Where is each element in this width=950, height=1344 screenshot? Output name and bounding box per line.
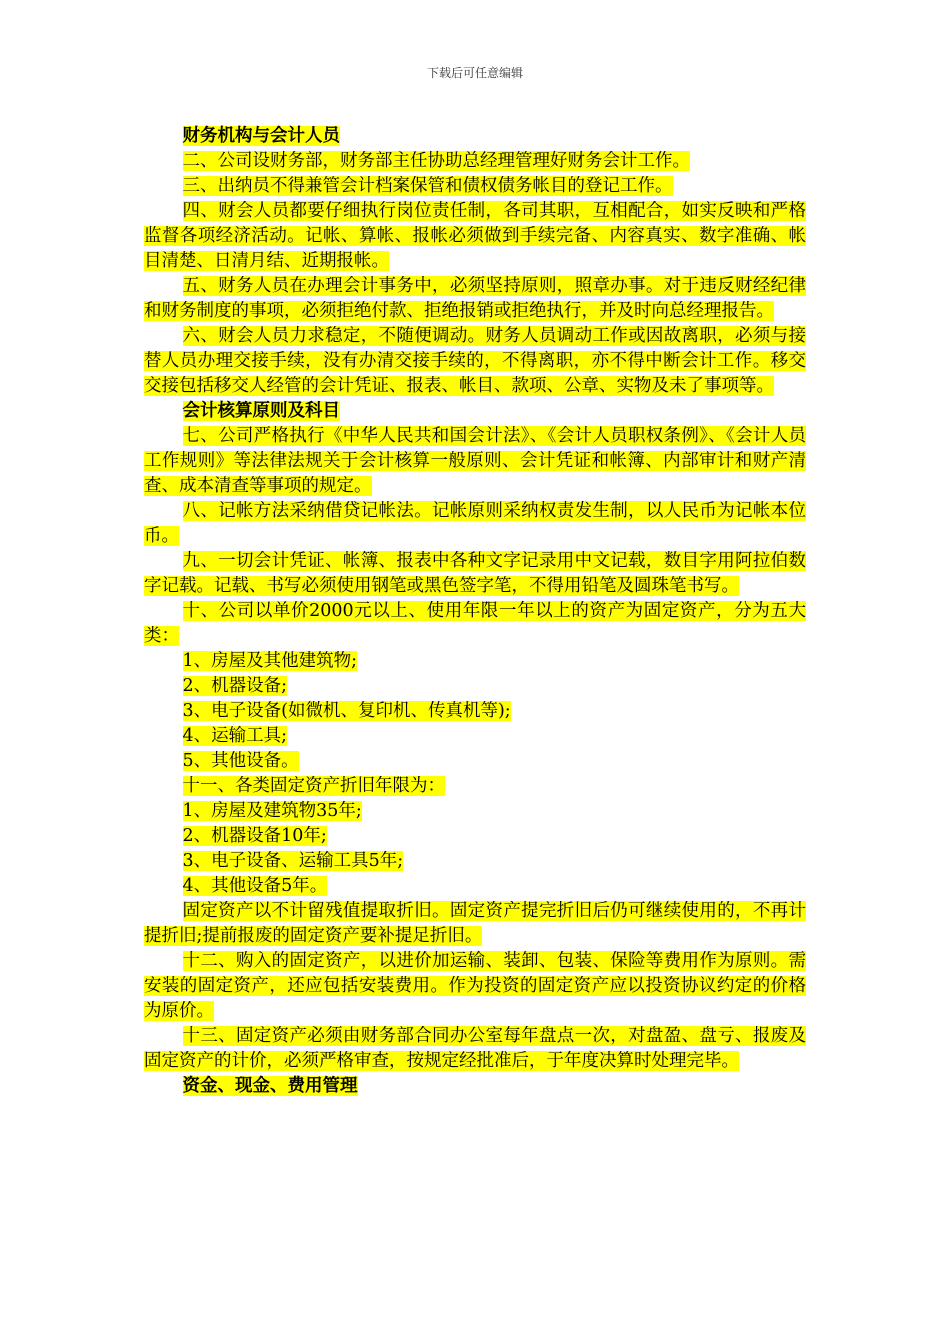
paragraph (144, 549, 806, 599)
paragraph-text: 1、房屋及其他建筑物; (182, 651, 358, 671)
paragraph-text: 十、公司以单价2000元以上、使用年限一年以上的资产为固定资产，分为五大类： (144, 601, 806, 646)
paragraph (144, 799, 806, 824)
paragraph (144, 274, 806, 324)
paragraph-text: 三、出纳员不得兼管会计档案保管和债权债务帐目的登记工作。 (182, 176, 673, 196)
paragraph (144, 899, 806, 949)
paragraph (144, 699, 806, 724)
paragraph-text: 1、房屋及建筑物35年; (182, 801, 362, 821)
paragraph (144, 149, 806, 174)
paragraph (144, 324, 806, 399)
paragraph (144, 774, 806, 799)
paragraph-text: 固定资产以不计留残值提取折旧。固定资产提完折旧后仍可继续使用的，不再计提折旧;提前报废的固定资产要补提足折旧。 (144, 901, 806, 946)
section-heading-text: 会计核算原则及科目 (182, 401, 340, 421)
document-body (144, 124, 806, 1099)
section-heading (144, 124, 806, 149)
paragraph (144, 874, 806, 899)
paragraph (144, 1024, 806, 1074)
paragraph (144, 724, 806, 749)
paragraph-text: 3、电子设备(如微机、复印机、传真机等); (182, 701, 511, 721)
paragraph-text: 八、记帐方法采纳借贷记帐法。记帐原则采纳权责发生制，以人民币为记帐本位币。 (144, 501, 806, 546)
section-heading-text: 财务机构与会计人员 (182, 126, 340, 146)
paragraph (144, 749, 806, 774)
section-heading (144, 1074, 806, 1099)
paragraph-text: 4、运输工具; (182, 726, 288, 746)
paragraph (144, 499, 806, 549)
page-header: 下载后可任意编辑 (426, 66, 523, 80)
paragraph (144, 649, 806, 674)
section-heading (144, 399, 806, 424)
paragraph (144, 674, 806, 699)
paragraph-text: 五、财务人员在办理会计事务中，必须坚持原则，照章办事。对于违反财经纪律和财务制度的事项，必须拒绝付款、拒绝报销或拒绝执行，并及时向总经理报告。 (144, 276, 806, 321)
paragraph-text: 2、机器设备; (182, 676, 288, 696)
paragraph-text: 十二、购入的固定资产，以进价加运输、装卸、包装、保险等费用作为原则。需安装的固定资产，还应包括安装费用。作为投资的固定资产应以投资协议约定的价格为原价。 (144, 951, 806, 1021)
section-heading-text: 资金、现金、费用管理 (182, 1076, 358, 1096)
paragraph (144, 424, 806, 499)
paragraph-text: 四、财会人员都要仔细执行岗位责任制，各司其职，互相配合，如实反映和严格监督各项经济活动。记帐、算帐、报帐必须做到手续完备、内容真实、数字准确、帐目清楚、日清月结、近期报帐。 (144, 201, 806, 271)
paragraph-text: 六、财会人员力求稳定，不随便调动。财务人员调动工作或因故离职，必须与接替人员办理交接手续，没有办清交接手续的，不得离职，亦不得中断会计工作。移交交接包括移交人经管的会计凭证、报表、帐目、款项、公章、实物及未了事项等。 (144, 326, 806, 396)
paragraph-text: 十三、固定资产必须由财务部合同办公室每年盘点一次，对盘盈、盘亏、报废及固定资产的计价，必须严格审查，按规定经批准后，于年度决算时处理完毕。 (144, 1026, 806, 1071)
paragraph-text: 十一、各类固定资产折旧年限为： (182, 776, 445, 796)
paragraph (144, 849, 806, 874)
paragraph (144, 949, 806, 1024)
paragraph (144, 599, 806, 649)
paragraph-text: 九、一切会计凭证、帐簿、报表中各种文字记录用中文记载，数目字用阿拉伯数字记载。记载、书写必须使用钢笔或黑色签字笔，不得用铅笔及圆珠笔书写。 (144, 551, 806, 596)
paragraph (144, 824, 806, 849)
paragraph-text: 2、机器设备10年; (182, 826, 327, 846)
paragraph-text: 5、其他设备。 (182, 751, 299, 771)
paragraph-text: 七、公司严格执行《中华人民共和国会计法》、《会计人员职权条例》、《会计人员工作规则》等法律法规关于会计核算一般原则、会计凭证和帐簿、内部审计和财产清查、成本清查等事项的规定。 (144, 426, 806, 496)
paragraph (144, 174, 806, 199)
paragraph (144, 199, 806, 274)
paragraph-text: 4、其他设备5年。 (182, 876, 328, 896)
paragraph-text: 二、公司设财务部，财务部主任协助总经理管理好财务会计工作。 (182, 151, 690, 171)
paragraph-text: 3、电子设备、运输工具5年; (182, 851, 404, 871)
